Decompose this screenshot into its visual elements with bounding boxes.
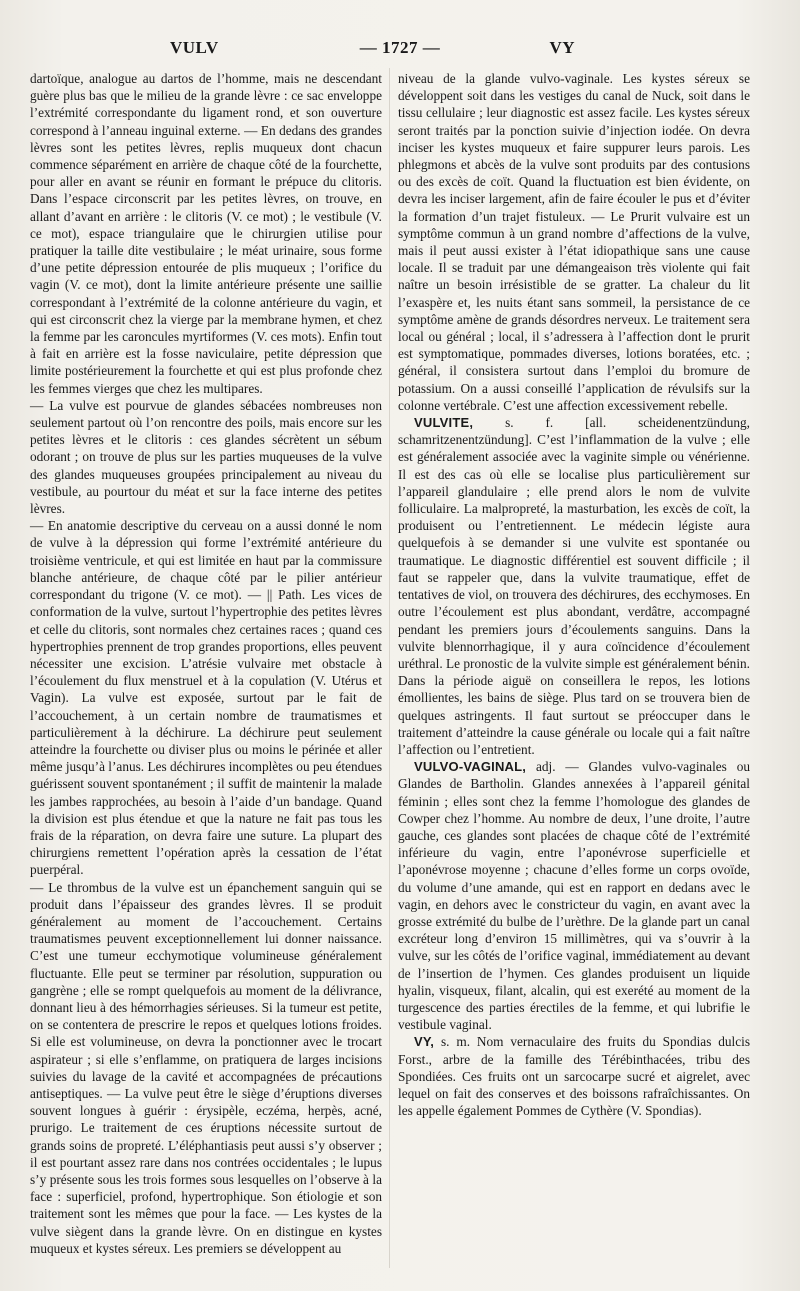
entry-headword: VULVO-VAGINAL, — [414, 759, 527, 775]
column-divider — [389, 68, 390, 1268]
left-column — [30, 70, 382, 1257]
entry-body: s. f. [all. scheidenentzündung, schamritzenentzündung]. C’est l’inflammation de la vulve ; elle est généralement associée avec la vaginite simple ou vénérienne. Il est des cas où elle se localise plus particulièrement sur l’appareil glandulaire ; elle prend alors le nom de vulvite folliculaire. La malpropreté, la masturbation, les excès de coït, la produisent ou l’entretiennent. Le médecin légiste aura quelquefois à se demander si une vulvite est spontanée ou traumatique. Le diagnostic différentiel est souvent difficile ; il faut se rappeler que, dans la vulvite traumatique, effet de tentatives de viol, on trouvera des déchirures, des ecchymoses. En outre l’écoulement est plus abondant, verdâtre, accompagné pendant les premiers jours d’écoulements sanguins. Dans la vulvite blennorrhagique, il y aura coïncidence d’écoulement uréthral. Le pronostic de la vulvite simple est généralement bénin. Dans la période aiguë on conseillera le repos, les lotions émollientes, les bains de siège. Plus tard on se trouvera bien de quelques astringents. Il faut surtout se préoccuper dans le traitement d’atteindre la cause générale ou locale qui a fait naître l’affection ou l’entretient. — [398, 415, 750, 757]
entry-body: s. m. Nom vernaculaire des fruits du Spondias dulcis Forst., arbre de la famille des Térébinthacées, tribu des Spondiées. Ces fruits ont un sarcocarpe sucré et aigrelet, avec lequel on fait des conserves et des boissons rafraîchissantes. On les appelle également Pommes de Cythère (V. Spondias). — [398, 1034, 750, 1119]
page-number: — 1727 — — [359, 38, 441, 57]
right-column — [398, 70, 750, 1119]
entry-vulvite — [398, 414, 750, 758]
paragraph: dartoïque, analogue au dartos de l’homme, mais ne descendant guère plus bas que le milieu de la grande lèvre : ce sac enveloppe l’extrémité correspondante du ligament rond, et son ouverture correspond à l’anneau inguinal externe. — En dedans des grandes lèvres sont les petites lèvres, replis muqueux dont chacun commence séparément en arrière de chaque côté de la fourchette, pour aller en avant se réunir en formant le prépuce du clitoris. Dans l’espace circonscrit par les petites lèvres, on trouve, en allant d’avant en arrière : le clitoris (V. ce mot) ; le vestibule (V. ce mot), espace triangulaire que le chirurgien utilise pour pratiquer la taille dite vestibulaire ; le méat urinaire, sous forme d’une petite dépression entourée de plis muqueux ; l’orifice du vagin (V. ce mot), dont la limite antérieure présente une saillie correspondant à l’extrémité de la colonne antérieure du vagin, et qui est circonscrit chez la vierge par la membrane hymen, et chez la femme par les caroncules myrtiformes (V. ces mots). Enfin tout à fait en arrière est la fosse naviculaire, petite dépression que limite postérieurement la fourchette et qui est plus profonde chez les femmes vierges que chez les multipares. — [30, 71, 382, 396]
entry-headword: VY, — [414, 1034, 435, 1050]
paragraph: — En anatomie descriptive du cerveau on a aussi donné le nom de vulve à la dépression qui forme l’extrémité antérieure du troisième ventricule, et qui est limitée en haut par la commissure blanche antérieure, de chaque côté par le pilier antérieur correspondant du trigone (V. ce mot). — || Path. Les vices de conformation de la vulve, surtout l’hypertrophie des petites lèvres et celle du clitoris, sont normales chez certaines races ; quand ces hypertrophies prennent de trop grandes proportions, elles peuvent nécessiter une excision. L’atrésie vulvaire met obstacle à l’écoulement du flux menstruel et à la copulation (V. Utérus et Vagin). La vulve est exposée, surtout par le fait de l’accouchement, à un certain nombre de traumatismes et particulièrement à la déchirure. La déchirure peut seulement atteindre la fourchette ou diviser plus ou moins le périnée et aller même jusqu’à l’anus. Les déchirures incomplètes ou peu étendues guérissent souvent spontanément ; il suffit de maintenir la malade les jambes rapprochées, au besoin à l’aide d’un bandage. Quand la division est plus étendue et que la nature ne fait pas tous les frais de la réparation, on devra faire une suture. La plupart des chirurgiens remettent l’opération après la cessation de l’état puerpéral. — [30, 518, 382, 878]
paragraph: — La vulve est pourvue de glandes sébacées nombreuses non seulement partout où l’on rencontre des poils, mais encore sur les petites lèvres et le clitoris : ces glandes sécrètent un sébum odorant ; on trouve de plus sur les parties muqueuses de la vulve des glandes muqueuses groupées principalement au niveau du vestibule, au pourtour du méat et sur la face interne des petites lèvres. — [30, 397, 382, 517]
paragraph: — Le thrombus de la vulve est un épanchement sanguin qui se produit dans l’épaisseur des grandes lèvres. Il se produit généralement au moment de l’accouchement. Certains traumatismes peuvent exceptionnellement lui donner naissance. C’est une tumeur ecchymotique volumineuse généralement fluctuante. Elle peut se terminer par résolution, suppuration ou gangrène ; elle se rompt quelquefois au moment de la délivrance, donnant lieu à des hémorrhagies sérieuses. Si la tumeur est petite, on se contentera de prescrire le repos et quelques lotions froides. Si elle est volumineuse, on devra la ponctionner avec le trocart aspirateur ; si elle s’enflamme, on pratiquera de larges incisions suivies du lavage de la cavité et accompagnées de précautions antiseptiques. — La vulve peut être le siège d’éruptions diverses souvent longues à guérir : érysipèle, eczéma, herpès, acné, prurigo. Le traitement de ces éruptions nécessite surtout de grands soins de propreté. L’éléphantiasis peut aussi s’y observer ; il est pourtant assez rare dans nos contrées occidentales ; le lupus s’y présente sous les trois formes sous lesquelles on l’observe à la face : superficiel, profond, hypertrophique. Son étiologie et son traitement sont les mêmes que pour la face. — Les kystes de la vulve siègent dans la grande lèvre. On en distingue en kystes muqueux et kystes séreux. Les premiers se développent au — [30, 879, 382, 1256]
entry-vulvo-vaginal — [398, 758, 750, 1033]
header-right-word: VY — [549, 38, 575, 57]
entry-headword: VULVITE, — [414, 415, 474, 431]
paragraph: niveau de la glande vulvo-vaginale. Les kystes séreux se développent soit dans les vestiges du canal de Nuck, soit dans le tissu cellulaire ; leur diagnostic est assez facile. Les kystes séreux seront traités par la ponction suivie d’injection iodée. On devra inciser les kystes muqueux et faire suppurer leurs parois. Les phlegmons et abcès de la vulve sont produits par des contusions ou des excès de coït. Quand la fluctuation est bien évidente, on devra les inciser largement, afin de faire écouler le pus et d’éviter la formation d’un trajet fistuleux. — Le Prurit vulvaire est un symptôme commun à un grand nombre d’affections de la vulve, mais il peut aussi exister à l’état idiopathique sans une cause locale. Il se traduit par une démangeaison très violente qui fait naître un besoin irrésistible de se gratter. La chaleur du lit l’exaspère et, les nuits étant sans sommeil, la persistance de ce symptôme amène de grands désordres nerveux. Le traitement sera local ou général ; local, il s’adressera à l’affection dont le prurit est symptomatique, pommades diverses, lotions boratées, etc. ; général, il consistera surtout dans l’emploi du bromure de potassium. On a aussi conseillé l’application de révulsifs sur la colonne vertébrale. C’est une affection excessivement rebelle. — [398, 71, 750, 413]
entry-vy — [398, 1033, 750, 1119]
running-head — [30, 38, 770, 62]
entry-body: adj. — Glandes vulvo-vaginales ou Glandes de Bartholin. Glandes annexées à l’appareil génital féminin ; elles sont chez la femme l’homologue des glandes de Cowper chez l’homme. Au nombre de deux, l’une droite, l’autre gauche, ces glandes sont placées de chaque côté de l’extrémité inférieure du vagin, entre l’aponévrose superficielle et l’aponévrose moyenne ; chacune d’elles forme un corps ovoïde, du volume d’une amande, qui est en rapport en dedans avec le vagin, en dehors avec le constricteur du vagin, en avant avec la grosse extrémité du bulbe de l’urèthre. De la glande part un canal excréteur long d’environ 15 millimètres, qui va s’ouvrir à la vulve, sur les côtés de l’orifice vaginal, immédiatement au devant de l’insertion de l’hymen. Ces glandes produisent un liquide hyalin, visqueux, filant, alcalin, qui est exerété au moment de la turgescence des parties érectiles de la femme, et qui lubrifie le vestibule vaginal. — [398, 759, 750, 1033]
header-left-word: VULV — [170, 38, 219, 57]
